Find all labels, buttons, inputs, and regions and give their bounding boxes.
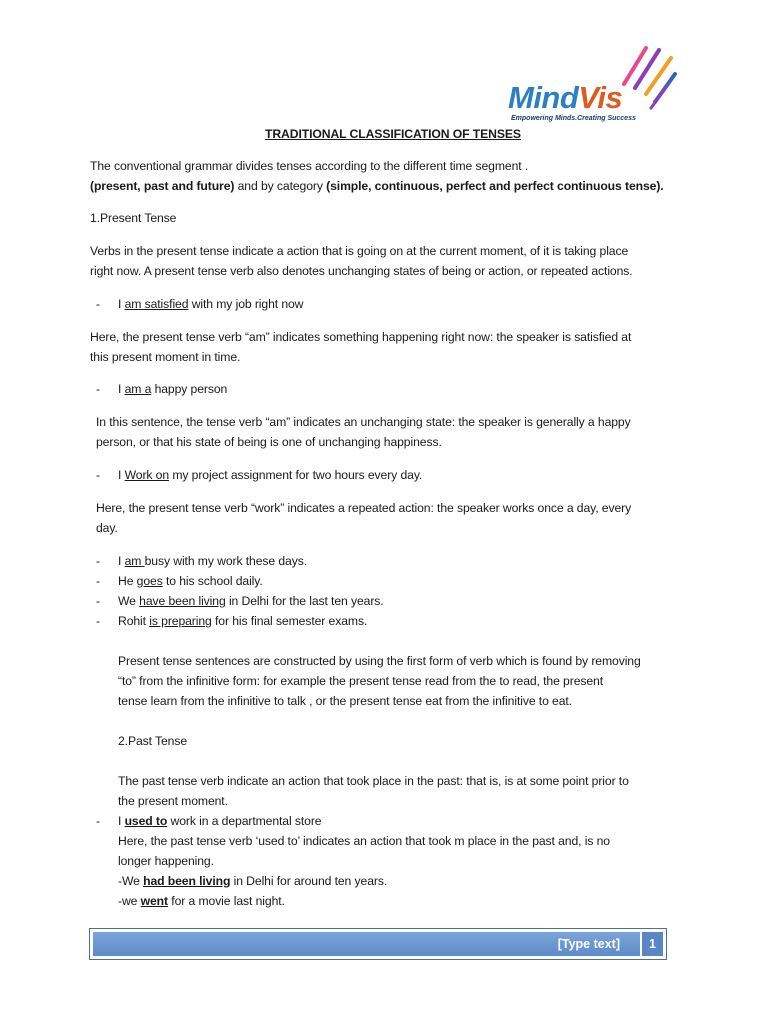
present-tense-heading: 1.Present Tense	[90, 211, 177, 225]
present-example-2: I am a happy person	[118, 382, 228, 396]
bullet-dash: -	[96, 468, 101, 482]
intro-line-2: (present, past and future) and by category (simple, continuous, perfect and perfect continuous tense).	[90, 179, 664, 193]
past-example-3: -we went for a movie last night.	[118, 894, 285, 908]
past-tense-heading: 2.Past Tense	[118, 734, 188, 748]
present-desc-line-2: right now. A present tense verb also denotes unchanging states of being or action, or repeated actions.	[90, 264, 633, 278]
bullet-dash: -	[96, 594, 101, 608]
list-item: We have been living in Delhi for the last ten years.	[118, 594, 384, 608]
present-desc-line-1: Verbs in the present tense indicate a action that is going on at the current moment, of it is taking place	[90, 244, 629, 258]
footer-bar	[93, 932, 640, 956]
footer-placeholder-text[interactable]: [Type text]	[557, 937, 620, 951]
bullet-dash: -	[96, 574, 101, 588]
present-example-1: I am satisfied with my job right now	[118, 297, 304, 311]
logo-wordmark: MindVis	[508, 80, 623, 115]
past-example-1-explanation-2: longer happening.	[118, 854, 214, 868]
past-example-2: -We had been living in Delhi for around ten years.	[118, 874, 388, 888]
present-example-1-explanation-1: Here, the present tense verb “am” indicates something happening right now: the speaker is satisfied at	[90, 330, 632, 344]
present-example-3: I Work on my project assignment for two hours every day.	[118, 468, 423, 482]
bullet-dash: -	[96, 382, 101, 396]
past-desc-line-1: The past tense verb indicate an action that took place in the past: that is, is at some point prior to	[118, 774, 629, 788]
bullet-dash: -	[96, 814, 101, 828]
present-example-2-explanation-1: In this sentence, the tense verb “am” indicates an unchanging state: the speaker is generally a happy	[96, 415, 631, 429]
present-note-line-1: Present tense sentences are constructed by using the first form of verb which is found by removing	[118, 654, 641, 668]
past-example-1-explanation-1: Here, the past tense verb ‘used to’ indicates an action that took m place in the past and, is no	[118, 834, 610, 848]
present-example-3-explanation-2: day.	[96, 521, 118, 535]
bullet-dash: -	[96, 297, 101, 311]
mindvis-logo	[505, 44, 685, 126]
list-item: Rohit is preparing for his final semester exams.	[118, 614, 368, 628]
logo-tagline: Empowering Minds.Creating Success	[511, 115, 636, 122]
bullet-dash: -	[96, 614, 101, 628]
document-title: TRADITIONAL CLASSIFICATION OF TENSES	[265, 127, 521, 141]
bullet-dash: -	[96, 554, 101, 568]
page-footer	[89, 928, 667, 960]
past-desc-line-2: the present moment.	[118, 794, 228, 808]
intro-line-1: The conventional grammar divides tenses according to the different time segment .	[90, 159, 529, 173]
list-item: I am busy with my work these days.	[118, 554, 307, 568]
present-example-3-explanation-1: Here, the present tense verb “work” indicates a repeated action: the speaker works once a day, every	[96, 501, 632, 515]
present-note-line-3: tense learn from the infinitive to talk , or the present tense eat from the infinitive to eat.	[118, 694, 572, 708]
present-example-1-explanation-2: this present moment in time.	[90, 350, 241, 364]
present-note-line-2: “to” from the infinitive form: for example the present tense read from the to read, the present	[118, 674, 604, 688]
present-example-2-explanation-2: person, or that his state of being is one of unchanging happiness.	[96, 435, 442, 449]
page-number: 1	[642, 932, 663, 956]
past-example-1: I used to work in a departmental store	[118, 814, 322, 828]
list-item: He goes to his school daily.	[118, 574, 263, 588]
